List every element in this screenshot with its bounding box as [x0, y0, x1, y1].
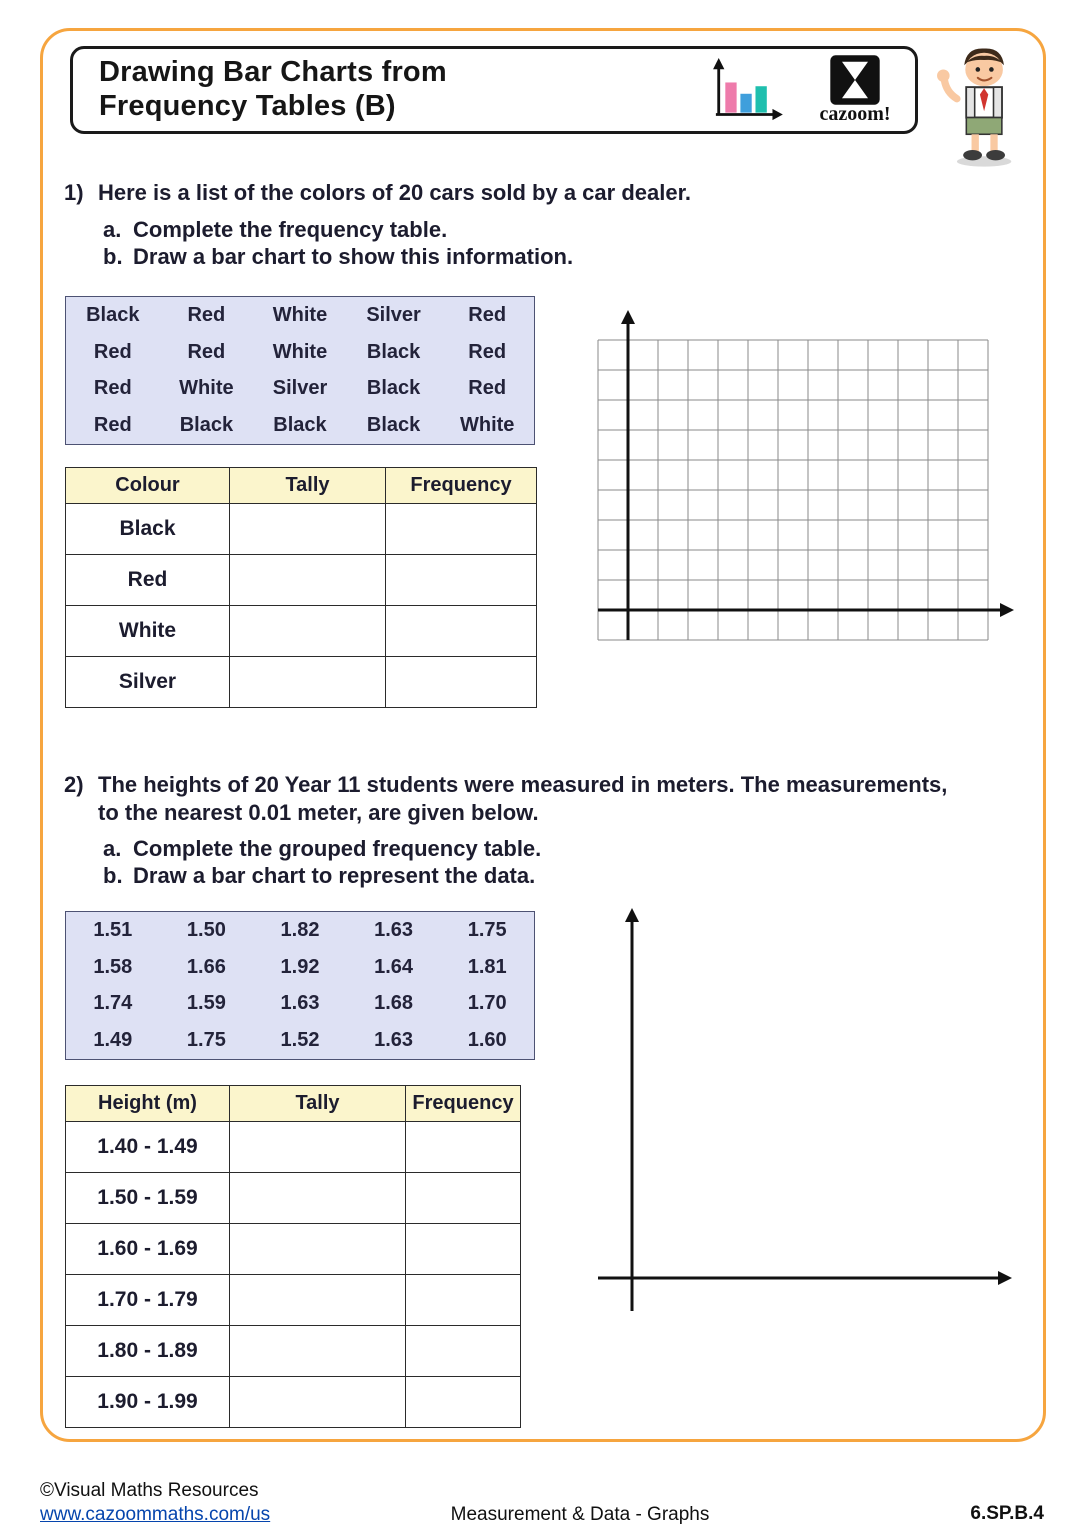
- bar-chart-logo-icon: [709, 57, 785, 123]
- part-b-label: b.: [103, 863, 123, 888]
- part-b-text: Draw a bar chart to represent the data.: [133, 863, 536, 888]
- question-2-text-line1: The heights of 20 Year 11 students were measured in meters. The measurements,: [98, 772, 948, 797]
- q2-row-label: 1.80 - 1.89: [66, 1326, 230, 1377]
- frequency-cell: [406, 1326, 521, 1377]
- question-2-part-a: [103, 836, 541, 862]
- height-cell: 1.64: [374, 955, 414, 978]
- question-2-prompt: [64, 772, 947, 798]
- car-color-cell: Red: [187, 340, 226, 363]
- frequency-cell: [386, 657, 537, 708]
- q1-row-label: Black: [66, 504, 230, 555]
- part-b-text: Draw a bar chart to show this information.: [133, 244, 574, 269]
- q1-frequency-table: [65, 467, 537, 708]
- question-2-number: 2): [64, 772, 84, 797]
- car-color-cell: Black: [366, 340, 421, 363]
- part-a-label: a.: [103, 836, 122, 861]
- height-cell: 1.66: [186, 955, 226, 978]
- frequency-cell: [406, 1173, 521, 1224]
- cazoom-logo: [807, 54, 903, 126]
- tally-cell: [230, 1224, 406, 1275]
- title-line-2: Frequency Tables (B): [99, 90, 396, 122]
- car-color-cell: White: [272, 340, 328, 363]
- standard-code: 6.SP.B.4: [970, 1503, 1044, 1524]
- q1-header-colour: Colour: [66, 468, 230, 504]
- question-1-part-a: [103, 217, 447, 243]
- q1-car-colors-table: [65, 296, 535, 445]
- height-cell: 1.75: [467, 918, 507, 941]
- car-color-cell: White: [272, 303, 328, 326]
- height-cell: 1.75: [186, 1029, 226, 1052]
- height-cell: 1.70: [467, 992, 507, 1015]
- height-cell: 1.58: [93, 955, 133, 978]
- q2-row-label: 1.60 - 1.69: [66, 1224, 230, 1275]
- q2-frequency-table: [65, 1085, 521, 1428]
- question-1-part-b: [103, 244, 573, 270]
- height-cell: 1.63: [280, 992, 320, 1015]
- part-a-label: a.: [103, 217, 122, 242]
- tally-cell: [230, 1275, 406, 1326]
- q1-header-tally: Tally: [230, 468, 386, 504]
- car-color-cell: White: [179, 377, 234, 400]
- q2-header-tally: Tally: [230, 1086, 406, 1122]
- tally-cell: [230, 1122, 406, 1173]
- q1-bar-chart-grid: [596, 308, 1020, 648]
- height-cell: 1.59: [186, 992, 226, 1015]
- tally-cell: [230, 555, 386, 606]
- question-2-part-b: [103, 863, 535, 889]
- height-cell: 1.63: [374, 918, 414, 941]
- car-color-cell: Black: [273, 414, 327, 437]
- q2-row-label: 1.50 - 1.59: [66, 1173, 230, 1224]
- q1-row-label: Red: [66, 555, 230, 606]
- height-cell: 1.49: [93, 1029, 133, 1052]
- title-line-1: Drawing Bar Charts from: [99, 56, 447, 89]
- website-link[interactable]: www.cazoommaths.com/us: [40, 1504, 271, 1525]
- height-cell: 1.51: [93, 918, 133, 941]
- tally-cell: [230, 1173, 406, 1224]
- part-a-text: Complete the grouped frequency table.: [133, 836, 542, 861]
- height-cell: 1.74: [93, 992, 133, 1015]
- header-box: [70, 46, 918, 134]
- part-b-label: b.: [103, 244, 123, 269]
- question-1-number: 1): [64, 180, 84, 205]
- car-color-cell: Black: [366, 377, 421, 400]
- height-cell: 1.82: [280, 918, 320, 941]
- height-cell: 1.68: [374, 992, 414, 1015]
- car-color-cell: Black: [86, 303, 140, 326]
- car-color-cell: Black: [366, 414, 421, 437]
- q1-header-frequency: Frequency: [386, 468, 537, 504]
- car-color-cell: White: [459, 414, 515, 437]
- height-cell: 1.81: [467, 955, 507, 978]
- tally-cell: [230, 657, 386, 708]
- q2-row-label: 1.90 - 1.99: [66, 1377, 230, 1428]
- copyright-text: ©Visual Maths Resources: [40, 1480, 259, 1501]
- car-color-cell: Red: [93, 340, 132, 363]
- car-color-cell: Silver: [272, 377, 328, 400]
- height-cell: 1.50: [186, 918, 226, 941]
- car-color-cell: Red: [93, 414, 132, 437]
- frequency-cell: [406, 1377, 521, 1428]
- tally-cell: [230, 1377, 406, 1428]
- car-color-cell: Red: [93, 377, 132, 400]
- tally-cell: [230, 1326, 406, 1377]
- q1-row-label: Silver: [66, 657, 230, 708]
- car-color-cell: Red: [187, 303, 226, 326]
- car-color-cell: Red: [468, 340, 507, 363]
- cazoom-logo-icon: [829, 54, 881, 106]
- frequency-cell: [406, 1275, 521, 1326]
- height-cell: 1.60: [467, 1029, 507, 1052]
- part-a-text: Complete the frequency table.: [133, 217, 448, 242]
- q2-row-label: 1.40 - 1.49: [66, 1122, 230, 1173]
- height-cell: 1.63: [374, 1029, 414, 1052]
- height-cell: 1.52: [280, 1029, 320, 1052]
- tally-cell: [230, 504, 386, 555]
- question-1-prompt: [64, 180, 691, 206]
- worksheet-title: [99, 56, 447, 123]
- q2-bar-chart-axes: [596, 906, 1020, 1321]
- q2-header-height: Height (m): [66, 1086, 230, 1122]
- frequency-cell: [406, 1224, 521, 1275]
- frequency-cell: [386, 606, 537, 657]
- height-cell: 1.92: [280, 955, 320, 978]
- cazoom-brand-text: cazoom!: [819, 103, 891, 125]
- frequency-cell: [386, 504, 537, 555]
- frequency-cell: [406, 1122, 521, 1173]
- q2-row-label: 1.70 - 1.79: [66, 1275, 230, 1326]
- category-text: Measurement & Data - Graphs: [450, 1504, 710, 1525]
- q2-header-frequency: Frequency: [406, 1086, 521, 1122]
- boy-character-illustration: [936, 42, 1028, 168]
- car-color-cell: Red: [468, 377, 507, 400]
- tally-cell: [230, 606, 386, 657]
- question-1-text: Here is a list of the colors of 20 cars sold by a car dealer.: [98, 180, 692, 205]
- car-color-cell: Red: [468, 303, 507, 326]
- q2-heights-table: [65, 911, 535, 1060]
- question-2-text-line2: to the nearest 0.01 meter, are given below.: [98, 800, 539, 825]
- frequency-cell: [386, 555, 537, 606]
- q1-row-label: White: [66, 606, 230, 657]
- car-color-cell: Black: [179, 414, 234, 437]
- car-color-cell: Silver: [366, 303, 421, 326]
